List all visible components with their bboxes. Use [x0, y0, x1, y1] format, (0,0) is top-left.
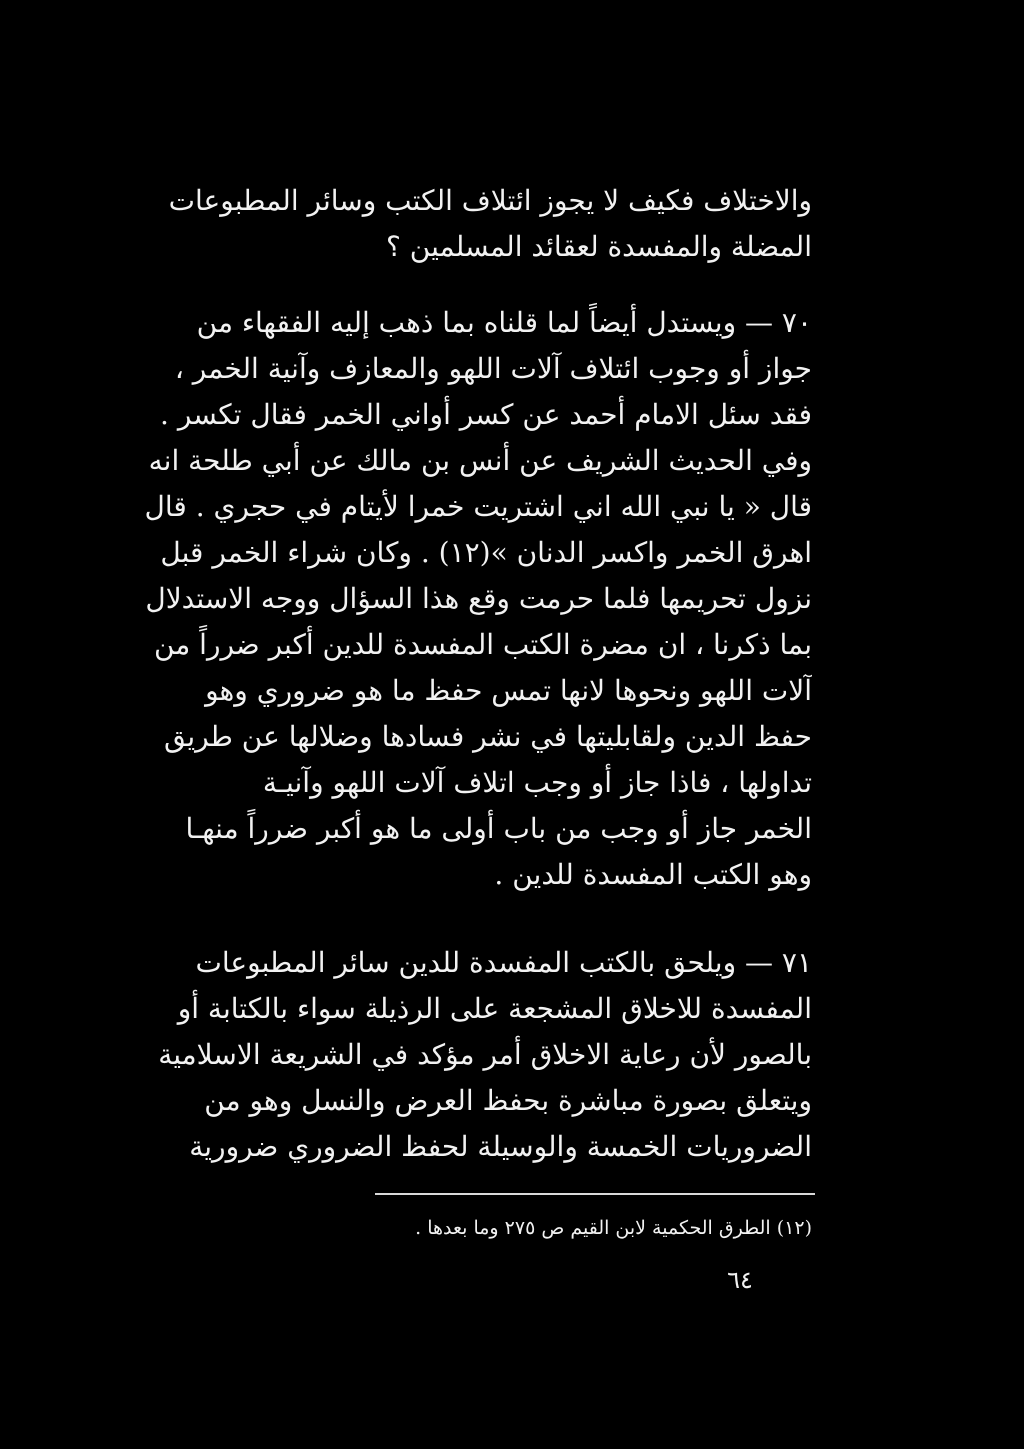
text-line: اهرق الخمر واكسر الدنان »(١٢) . وكان شراء الخمر قبل	[160, 536, 812, 569]
text-line: الخمر جاز أو وجب من باب أولى ما هو أكبر ضرراً منهـا	[185, 812, 812, 845]
text-line: تداولها ، فاذا جاز أو وجب اتلاف آلات اللهو وآنيـة	[262, 766, 812, 799]
text-line: ٧١ — ويلحق بالكتب المفسدة للدين سائر المطبوعات	[195, 946, 812, 979]
text-line: نزول تحريمها فلما حرمت وقع هذا السؤال ووجه الاستدلال	[145, 582, 812, 615]
footnote: (١٢) الطرق الحكمية لابن القيم ص ٢٧٥ وما بعدها .	[415, 1217, 812, 1239]
text-line: آلات اللهو ونحوها لانها تمس حفظ ما هو ضروري وهو	[205, 674, 812, 707]
text-line: بالصور لأن رعاية الاخلاق أمر مؤكد في الشريعة الاسلامية	[158, 1038, 812, 1071]
text-line: الضروريات الخمسة والوسيلة لحفظ الضروري ضرورية	[189, 1130, 812, 1163]
text-line: جواز أو وجوب ائتلاف آلات اللهو والمعازف وآنية الخمر ،	[174, 352, 812, 385]
section-71-paragraph	[112, 940, 812, 1170]
text-line: ٧٠ — ويستدل أيضاً لما قلناه بما ذهب إليه الفقهاء من	[196, 306, 812, 339]
section-70-paragraph	[112, 300, 812, 898]
text-line: فقد سئل الامام أحمد عن كسر أواني الخمر فقال تكسر .	[160, 398, 812, 431]
text-line: وهو الكتب المفسدة للدين .	[494, 858, 812, 891]
text-line: ويتعلق بصورة مباشرة بحفظ العرض والنسل وهو من	[204, 1084, 812, 1117]
text-line: بما ذكرنا ، ان مضرة الكتب المفسدة للدين أكبر ضرراً من	[153, 628, 812, 661]
text-line: حفظ الدين ولقابليتها في نشر فسادها وضلالها عن طريق	[164, 720, 812, 753]
text-line: المفسدة للاخلاق المشجعة على الرذيلة سواء بالكتابة أو	[177, 992, 812, 1025]
text-line: والاختلاف فكيف لا يجوز ائتلاف الكتب وسائر المطبوعات	[168, 184, 812, 217]
text-line: المضلة والمفسدة لعقائد المسلمين ؟	[386, 230, 812, 263]
text-line: قال « يا نبي الله اني اشتريت خمرا لأيتام في حجري . قال	[144, 490, 812, 523]
text-line: وفي الحديث الشريف عن أنس بن مالك عن أبي طلحة انه	[148, 444, 812, 477]
intro-paragraph	[112, 178, 812, 270]
footnote-divider	[375, 1193, 815, 1195]
page-number: ٦٤	[727, 1266, 753, 1294]
